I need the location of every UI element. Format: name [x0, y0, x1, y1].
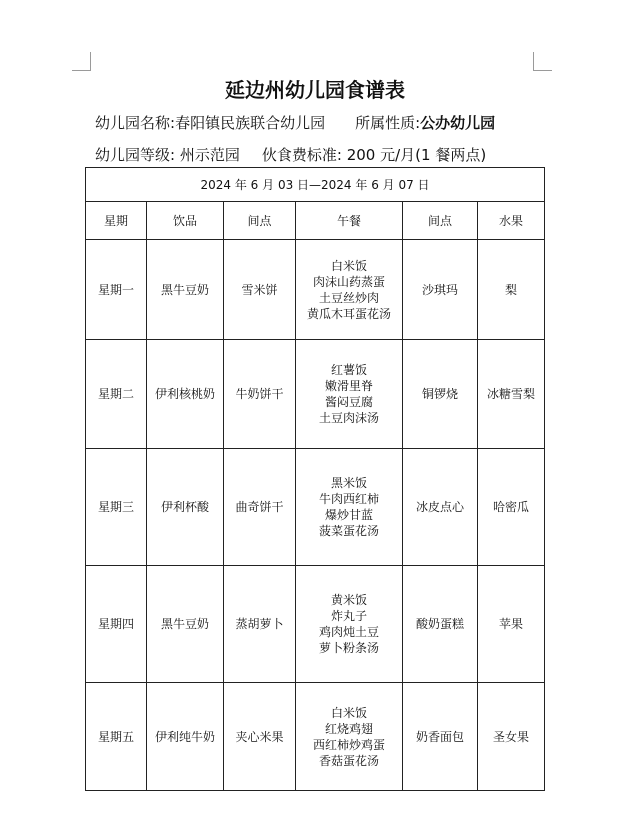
lunch-item: 牛肉西红柿	[318, 492, 379, 506]
fruit-cell: 梨	[478, 240, 545, 340]
table-row	[86, 683, 545, 791]
kindergarten-name-value: 春阳镇民族联合幼儿园	[175, 114, 326, 132]
table-row	[86, 240, 545, 340]
snack2-cell: 奶香面包	[403, 683, 478, 791]
header-row	[86, 202, 545, 240]
table-row	[86, 566, 545, 683]
lunch-item: 菠菜蛋花汤	[318, 524, 379, 538]
lunch-item: 香菇蛋花汤	[318, 753, 379, 768]
level-value: 州示范园	[179, 146, 240, 164]
snack1-cell: 夹心米果	[224, 683, 296, 791]
lunch-item: 红烧鸡翅	[324, 721, 373, 736]
level-label: 幼儿园等级:	[95, 146, 176, 164]
fruit-cell: 冰糖雪梨	[478, 340, 545, 449]
day-cell: 星期二	[86, 340, 147, 449]
lunch-cell	[296, 683, 403, 791]
page-title: 延边州幼儿园食谱表	[225, 78, 405, 102]
lunch-item: 白米饭	[330, 705, 367, 720]
lunch-item: 酱闷豆腐	[324, 395, 373, 409]
snack1-cell: 牛奶饼干	[224, 340, 296, 449]
day-cell: 星期四	[86, 566, 147, 683]
fee-label: 伙食费标准:	[261, 146, 342, 164]
nature-value: 公办幼儿园	[420, 114, 496, 132]
fruit-cell: 苹果	[478, 566, 545, 683]
lunch-item: 黑米饭	[330, 476, 367, 490]
lunch-item: 爆炒甘蓝	[324, 508, 373, 522]
lunch-item: 嫩滑里脊	[324, 379, 373, 393]
lunch-item: 鸡肉炖土豆	[318, 625, 379, 639]
lunch-cell	[296, 240, 403, 340]
lunch-item: 白米饭	[330, 258, 367, 273]
day-cell: 星期五	[86, 683, 147, 791]
drink-cell: 伊利核桃奶	[147, 340, 224, 449]
header-snack-1: 间点	[224, 202, 296, 240]
snack1-cell: 蒸胡萝卜	[224, 566, 296, 683]
snack2-cell: 铜锣烧	[403, 340, 478, 449]
lunch-item: 土豆丝炒肉	[318, 290, 379, 305]
snack2-cell: 沙琪玛	[403, 240, 478, 340]
snack2-cell: 冰皮点心	[403, 449, 478, 566]
lunch-cell	[296, 340, 403, 449]
fruit-cell: 哈密瓜	[478, 449, 545, 566]
lunch-item: 土豆肉沫汤	[318, 411, 379, 425]
snack2-cell: 酸奶蛋糕	[403, 566, 478, 683]
header-fruit: 水果	[478, 202, 545, 240]
header-lunch: 午餐	[296, 202, 403, 240]
lunch-cell	[296, 566, 403, 683]
lunch-item: 红薯饭	[330, 363, 367, 377]
lunch-item: 肉沫山药蒸蛋	[312, 274, 385, 289]
menu-table	[85, 167, 545, 791]
header-day: 星期	[86, 202, 147, 240]
lunch-item: 黄瓜木耳蛋花汤	[306, 306, 391, 321]
drink-cell: 伊利纯牛奶	[147, 683, 224, 791]
lunch-item: 炸丸子	[330, 609, 367, 623]
snack1-cell: 雪米饼	[224, 240, 296, 340]
date-range-cell: 2024 年 6 月 03 日—2024 年 6 月 07 日	[86, 168, 545, 202]
lunch-item: 萝卜粉条汤	[318, 641, 379, 655]
info-line-1	[95, 112, 495, 133]
table-row	[86, 449, 545, 566]
fee-value: 200 元/月(1 餐两点)	[346, 146, 487, 164]
lunch-item: 黄米饭	[330, 593, 367, 607]
header-drink: 饮品	[147, 202, 224, 240]
table-row	[86, 340, 545, 449]
fruit-cell: 圣女果	[478, 683, 545, 791]
nature-label: 所属性质:	[355, 114, 421, 132]
day-cell: 星期三	[86, 449, 147, 566]
snack1-cell: 曲奇饼干	[224, 449, 296, 566]
drink-cell: 黑牛豆奶	[147, 566, 224, 683]
drink-cell: 黑牛豆奶	[147, 240, 224, 340]
kindergarten-name-label: 幼儿园名称:	[95, 114, 176, 132]
header-snack-2: 间点	[403, 202, 478, 240]
drink-cell: 伊利杯酸	[147, 449, 224, 566]
day-cell: 星期一	[86, 240, 147, 340]
lunch-item: 西红柿炒鸡蛋	[312, 737, 385, 752]
info-line-2	[95, 144, 486, 165]
crop-mark-top-left	[72, 52, 91, 71]
lunch-cell	[296, 449, 403, 566]
crop-mark-top-right	[533, 52, 552, 71]
